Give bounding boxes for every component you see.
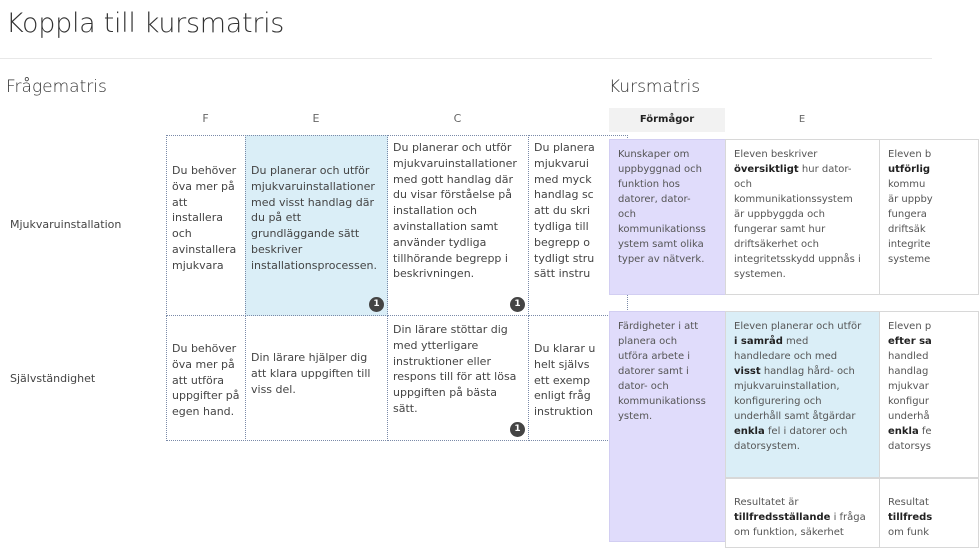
matrix-cell-r1-f[interactable]: Du behöver öva mer på att installera och avinstallera mjukvara	[166, 135, 246, 316]
question-matrix-title: Frågematris	[6, 77, 107, 97]
question-matrix	[0, 108, 596, 448]
matrix-cell-r2-f[interactable]: Du behöver öva mer på att utföra uppgifter på egen hand.	[166, 315, 246, 441]
row-label-sjalvstandighet: Självständighet	[10, 372, 96, 385]
page-title: Koppla till kursmatris	[6, 8, 285, 39]
matrix-cell-r2-a[interactable]: Du klarar u helt självs ett exemp enligt fråg instruktion	[528, 315, 628, 441]
course-ability-2: Färdigheter i att planera och utföra arbete i datorer samt i dator- och kommunikationss ystem.	[609, 311, 726, 542]
column-header-e: E	[312, 112, 320, 125]
comment-count-badge: 1	[369, 297, 384, 312]
course-header-c	[879, 108, 979, 132]
course-cell-r1-c: Eleven b utförlig kommu är uppby fungera driftsäk integrite systeme	[879, 139, 979, 295]
matrix-cell-r1-c[interactable]: Du planerar och utför mjukvaruinstallationer med gott handlag där du visar förståelse på installation och avinstallation samt använder tydliga tillhörande begrepp i beskrivningen. 1	[387, 135, 529, 316]
matrix-cell-r1-a[interactable]: Du planera mjukvarui med myck handlag sc att du skri tydliga till begrepp o tydligt stru sätt instru	[528, 135, 628, 316]
comment-count-badge: 1	[510, 297, 525, 312]
course-cell-r2-e: Eleven planerar och utför i samråd med handledare och med visst handlag hård- och mjukvaruinstallation, konfigurering och underhåll samt åtgärdar enkla fel i datorer och datorsystem.	[725, 311, 880, 478]
row-label-mjukvaruinstallation: Mjukvaruinstallation	[10, 218, 122, 231]
course-matrix	[609, 108, 932, 542]
title-divider	[0, 58, 932, 59]
course-cell-r2-c: Eleven p efter sa handled handlag mjukvar konfigur underhå enkla fe datorsys	[879, 311, 979, 478]
course-ability-1: Kunskaper om uppbyggnad och funktion hos datorer, dator- och kommunikationss ystem samt olika typer av nätverk.	[609, 139, 726, 295]
matrix-cell-r2-e[interactable]: Din lärare hjälper dig att klara uppgiften till viss del.	[245, 315, 388, 441]
matrix-cell-r2-c[interactable]: Din lärare stöttar dig med ytterligare instruktioner eller respons till för att lösa uppgiften på bästa sätt. 1	[387, 315, 529, 441]
course-header-e: E	[798, 114, 806, 125]
column-header-f: F	[202, 112, 209, 125]
matrix-cell-r1-e[interactable]: Du planerar och utför mjukvaruinstallationer med visst handlag där du på ett grundläggande sätt beskriver installationsprocessen. 1	[245, 135, 388, 316]
course-cell-r1-e: Eleven beskriver översiktligt hur dator- och kommunikationssystem är uppbyggda och fungerar samt hur driftsäkerhet och integritetsskydd uppnås i systemen.	[725, 139, 880, 295]
course-cell-r3-e: Resultatet är tillfredsställande i fråga om funktion, säkerhet	[725, 478, 880, 548]
course-header-formagor: Förmågor	[609, 108, 725, 132]
course-matrix-title: Kursmatris	[609, 77, 701, 97]
comment-count-badge: 1	[510, 422, 525, 437]
column-header-c: C	[453, 112, 462, 125]
course-cell-r3-c: Resultat tillfreds om funk	[879, 478, 979, 548]
